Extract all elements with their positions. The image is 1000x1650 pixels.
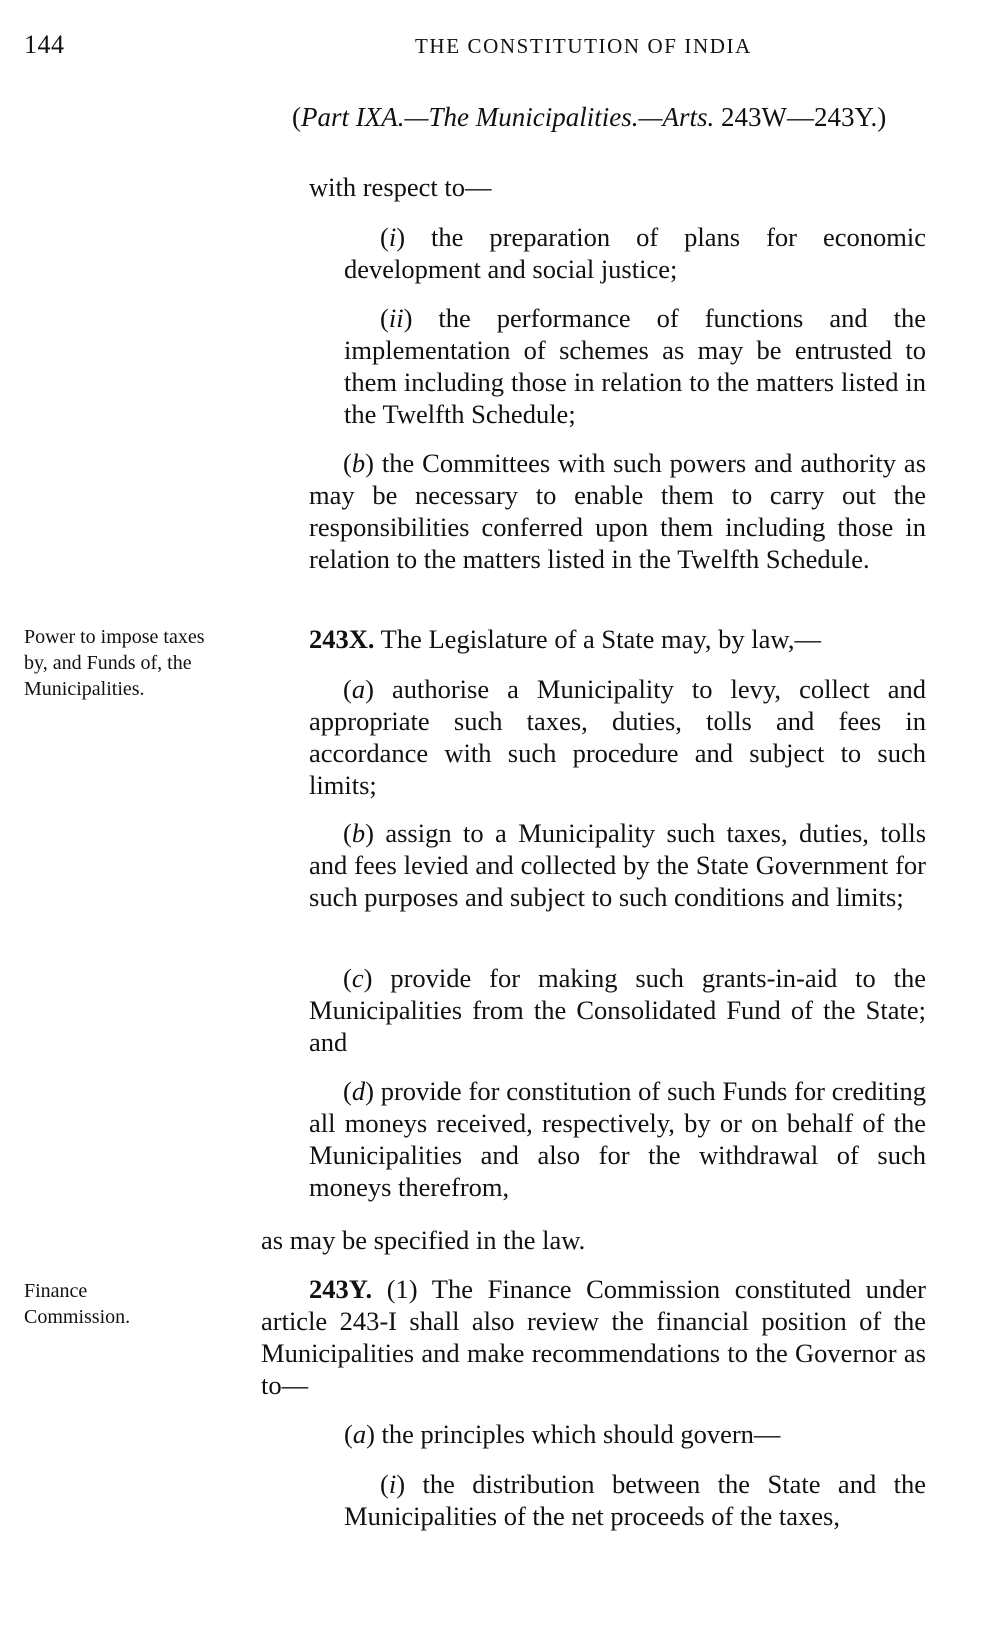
clause-b-committees: (b) the Committees with such powers and authority as may be necessary to enable them to carry out the responsibilities conferred upon them including those in relation to the matters listed in the Twelfth Schedule. <box>309 448 927 574</box>
clause-text: provide for constitution of such Funds for crediting all moneys received, respectively, by or on behalf of the Municipalities and also for the withdrawal of such moneys therefrom, <box>309 1076 926 1202</box>
clause-ii-functions: (ii) the performance of functions and the implementation of schemes as may be entrusted to them including those in relation to the matters listed in the Twelfth Schedule; <box>344 303 926 429</box>
article-number: 243Y. <box>309 1274 373 1304</box>
part-articles: 243W—243Y. <box>720 102 878 132</box>
clause-text: the performance of functions and the implementation of schemes as may be entrusted to them including those in relation to the matters listed in the Twelfth Schedule; <box>344 303 926 429</box>
clause-i-plans: (i) the preparation of plans for economic development and social justice; <box>344 222 926 284</box>
article-number: 243X. <box>309 624 375 654</box>
clause-label: a <box>352 1419 367 1449</box>
running-title: THE CONSTITUTION OF INDIA <box>415 34 752 58</box>
clause-text: the Committees with such powers and authority as may be necessary to enable them to carry out the responsibilities conferred upon them including those in relation to the matters listed in the Twelfth Schedule. <box>309 448 927 574</box>
clause-label: c <box>351 963 364 993</box>
margin-note-243y: Finance Commission. <box>24 1280 131 1328</box>
clause-label: b <box>351 818 366 848</box>
clause-text: provide for making such grants-in-aid to the Municipalities from the Consolidated Fund of the State; and <box>309 963 927 1057</box>
clause-a-authorise: (a) authorise a Municipality to levy, collect and appropriate such taxes, duties, tolls and fees in accordance with such procedure and subject to such limits; <box>309 674 927 800</box>
clause-text: the preparation of plans for economic development and social justice; <box>344 222 926 284</box>
clause-i-distribution: (i) the distribution between the State and the Municipalities of the net proceeds of the taxes, <box>344 1469 927 1531</box>
clause-label: b <box>351 448 366 478</box>
clause-d-funds: (d) provide for constitution of such Funds for crediting all moneys received, respectively, by or on behalf of the Municipalities and also for the withdrawal of such moneys therefrom, <box>309 1076 926 1202</box>
article-text: The Legislature of a State may, by law,— <box>380 624 821 654</box>
clause-label: i <box>388 1469 397 1499</box>
clause-label: a <box>351 674 366 704</box>
clause-text: authorise a Municipality to levy, collect and appropriate such taxes, duties, tolls and fees in accordance with such procedure and subject to such limits; <box>309 674 927 800</box>
clause-label: i <box>388 222 397 252</box>
clause-c-grants: (c) provide for making such grants-in-aid to the Municipalities from the Consolidated Fund of the State; and <box>309 963 927 1057</box>
clause-label: ii <box>388 303 404 333</box>
clause-label: d <box>351 1076 366 1106</box>
part-label: Part IXA.—The Municipalities.—Arts. <box>301 102 715 132</box>
clause-a-principles: (a) the principles which should govern— <box>344 1419 781 1449</box>
article-243y-intro <box>261 1273 926 1401</box>
as-may-be-specified: as may be specified in the law. <box>261 1225 586 1255</box>
article-text: (1) The Finance Commission constituted under article 243-I shall also review the financial position of the Municipalities and make recommendations to the Governor as to— <box>261 1274 927 1400</box>
clause-text: the principles which should govern— <box>381 1419 781 1449</box>
clause-text: assign to a Municipality such taxes, duties, tolls and fees levied and collected by the State Government for such purposes and subject to such conditions and limits; <box>309 818 927 912</box>
margin-note-243x: Power to impose taxes by, and Funds of, the Municipalities. <box>24 626 205 700</box>
page-number: 144 <box>24 30 65 59</box>
part-heading: (Part IXA.—The Municipalities.—Arts. 243W—243Y.) <box>292 102 887 132</box>
with-respect-to-line: with respect to— <box>309 172 492 202</box>
clause-b-assign: (b) assign to a Municipality such taxes, duties, tolls and fees levied and collected by the State Government for such purposes and subject to such conditions and limits; <box>309 818 927 912</box>
article-243x-intro <box>309 623 926 655</box>
clause-text: the distribution between the State and the Municipalities of the net proceeds of the taxes, <box>344 1469 927 1531</box>
